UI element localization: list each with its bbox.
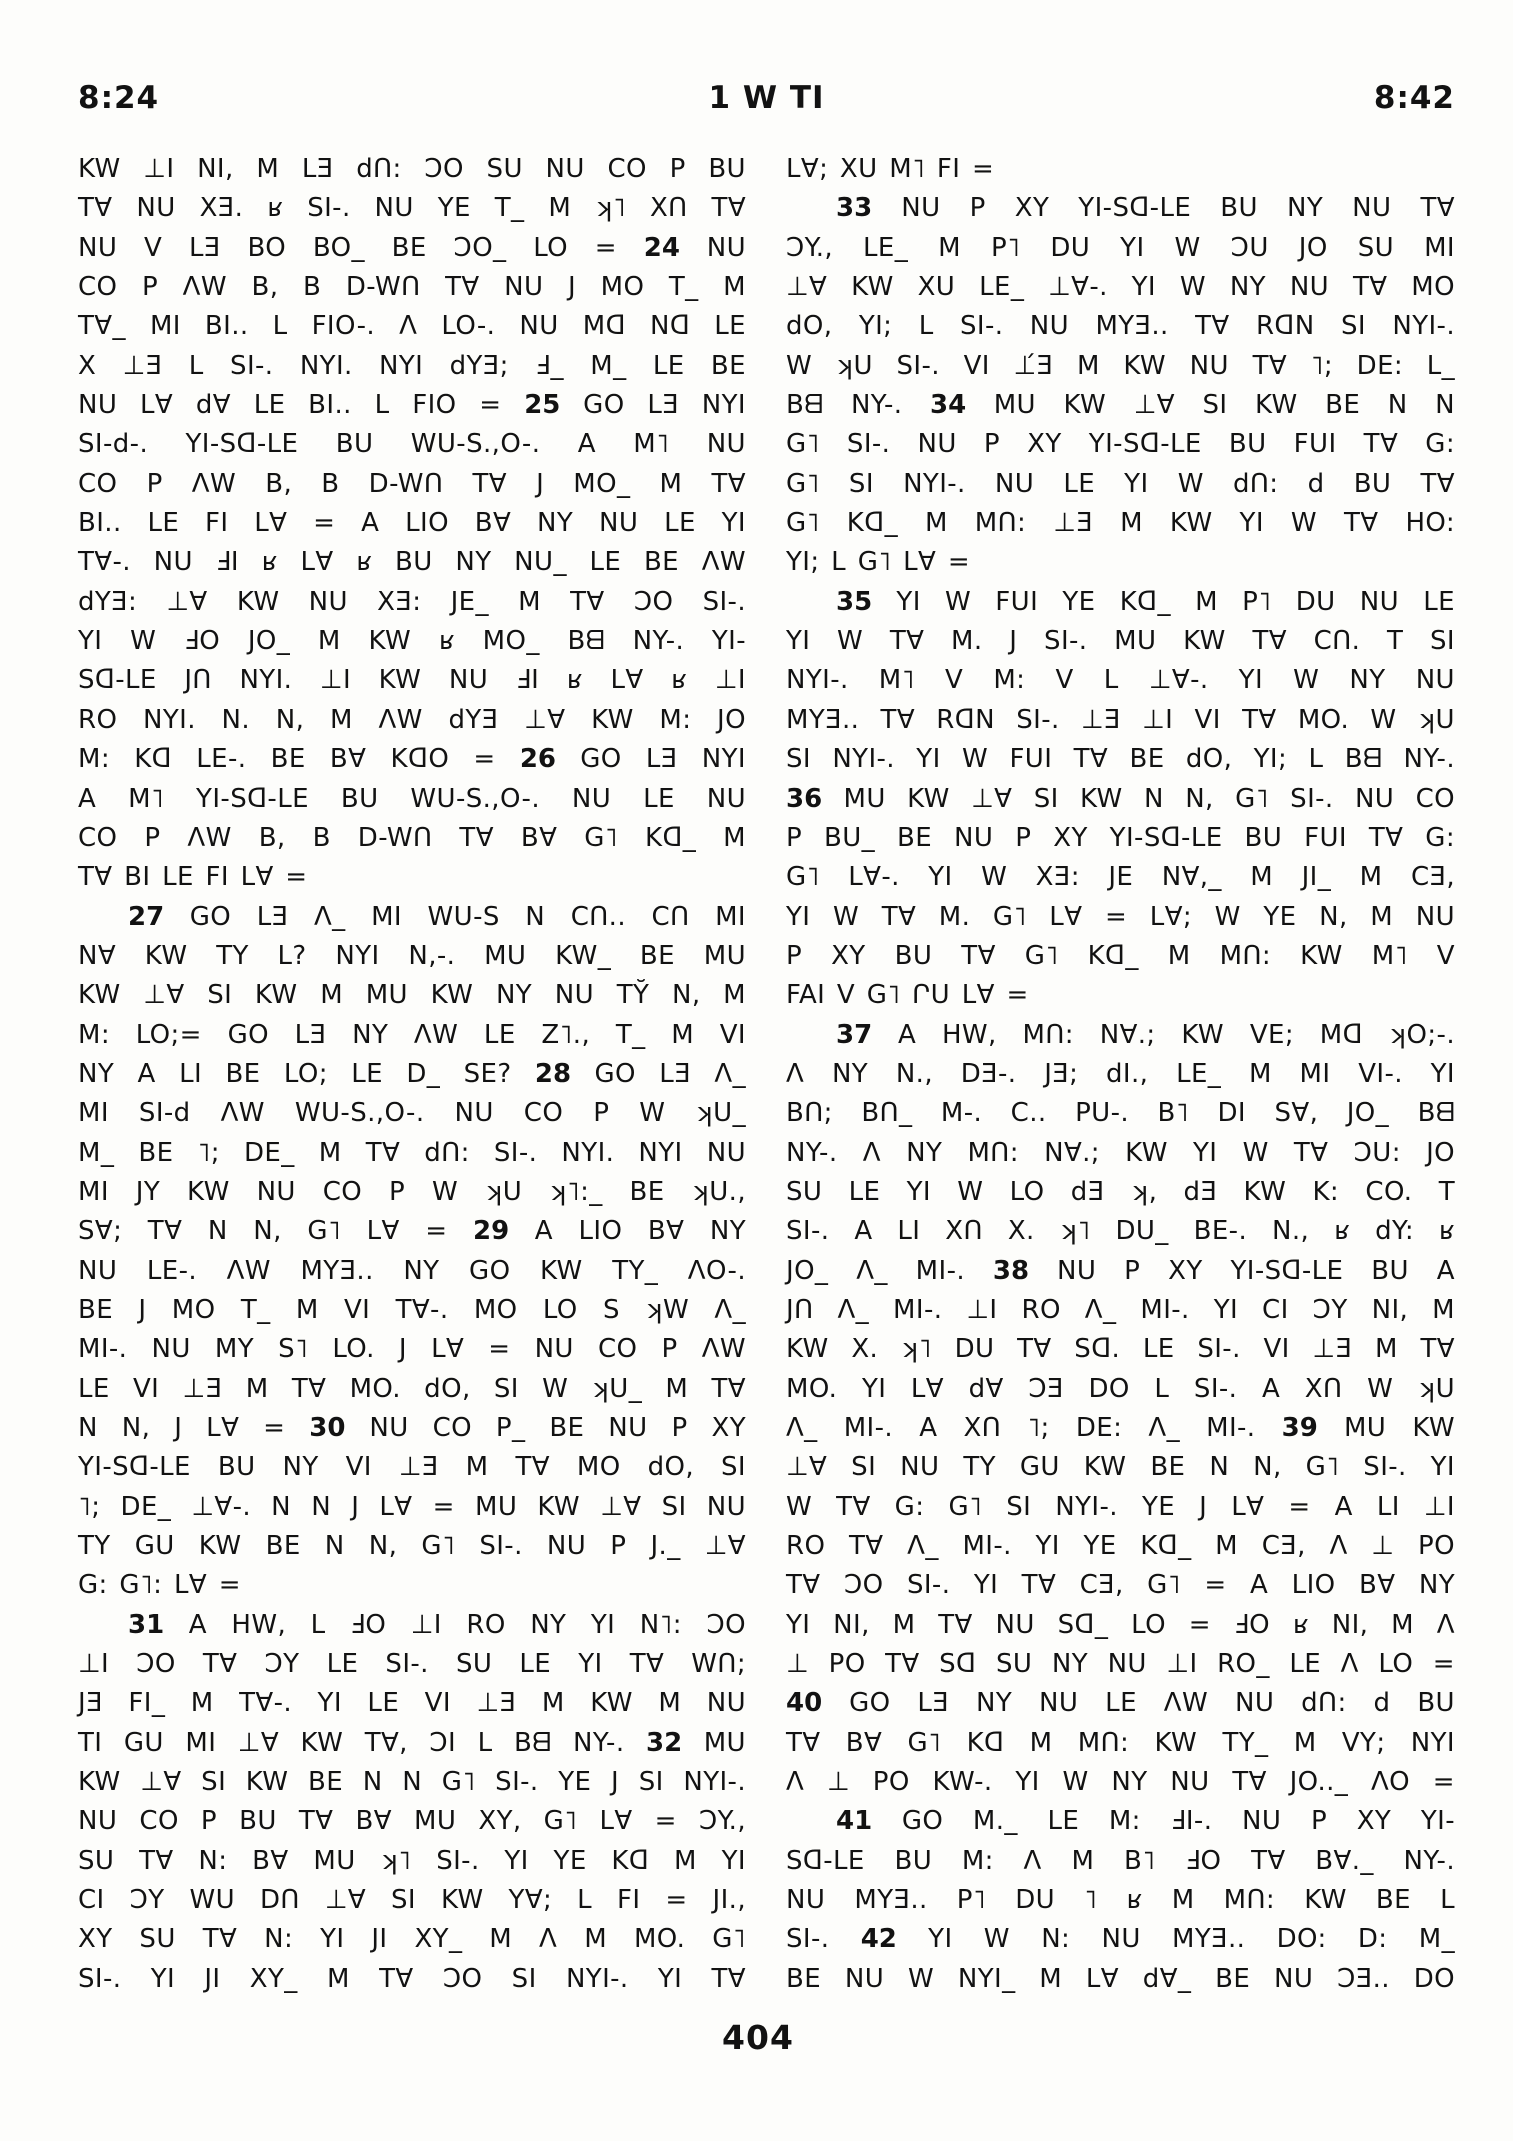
text-line: G: G˥: L∀ = xyxy=(78,1570,241,1601)
text-line: T∀ ƆO SI-. YI T∀ CƎ, G˥ = A LIO B∀ NY xyxy=(786,1570,1455,1601)
text-line: G˥ SI-. NU P XY YI-Sᗡ-LE BU FUI T∀ G: xyxy=(786,429,1455,460)
text-line: 40 GO LƎ NY NU LE ΛW NU dՈ: d BU xyxy=(786,1688,1455,1719)
text-line: Λ ⊥ PO KW-. YI W NY NU T∀ JO.._ ΛO = xyxy=(786,1767,1455,1798)
text-line: W ʞU SI-. VI ⊥́Ǝ M KW NU T∀ ˥; DE: L_ xyxy=(786,350,1455,381)
text-line: W T∀ G: G˥ SI NYI-. YE J L∀ = A LI ⊥I xyxy=(786,1491,1455,1522)
text-line: YI W T∀ M. G˥ L∀ = L∀; W YE N, M NU xyxy=(786,901,1455,932)
verse-number: 30 xyxy=(309,1413,346,1443)
text-line: MI JY KW NU CO P W ʞU ʞ˥:_ BE ʞU., xyxy=(78,1176,746,1207)
text-line: T∀ NU XƎ. ʁ SI-. NU YE T_ M ʞ˥ XՈ T∀ xyxy=(78,193,746,224)
text-line: JƎ FI_ M T∀-. YI LE VI ⊥Ǝ M KW M NU xyxy=(78,1688,746,1719)
text-line: SI-. YI JI XY_ M T∀ ƆO SI NYI-. YI T∀ xyxy=(78,1963,746,1994)
text-line: BI.. LE FI L∀ = A LIO B∀ NY NU LE YI xyxy=(78,508,746,539)
text-line: S∀; T∀ N N, G˥ L∀ = 29 A LIO B∀ NY xyxy=(78,1216,746,1247)
text-line: Sᗡ-LE JՈ NYI. ⊥I KW NU ℲI ʁ L∀ ʁ ⊥I xyxy=(78,665,746,696)
text-line: G˥ Kᗡ_ M MՈ: ⊥Ǝ M KW YI W T∀ HO: xyxy=(786,508,1455,539)
verse-number: 37 xyxy=(836,1019,873,1050)
text-line: CI ƆY WU DՈ ⊥∀ SI KW Y∀; L FI = JI., xyxy=(78,1885,746,1916)
text-line: M: Kᗡ LE-. BE B∀ KᗡO = 26 GO LƎ NYI xyxy=(78,744,746,775)
text-line: P XY BU T∀ G˥ Kᗡ_ M MՈ: KW M˥ V xyxy=(786,940,1455,971)
text-line: NU LE-. ΛW MYƎ.. NY GO KW TY_ ΛO-. xyxy=(78,1255,746,1286)
text-line: TY GU KW BE N N, G˥ SI-. NU P J._ ⊥∀ xyxy=(78,1531,746,1562)
text-line: JO_ Λ_ MI-. 38 NU P XY YI-Sᗡ-LE BU A xyxy=(786,1255,1455,1286)
text-line: LE VI ⊥Ǝ M T∀ MO. dO, SI W ʞU_ M T∀ xyxy=(78,1373,746,1404)
verse-number: 33 xyxy=(836,193,873,224)
text-line: KW X. ʞ˥ DU T∀ Sᗡ. LE SI-. VI ⊥Ǝ M T∀ xyxy=(786,1334,1455,1365)
text-line: N∀ KW TY L? NYI N,-. MU KW_ BE MU xyxy=(78,940,746,971)
text-line: X ⊥Ǝ L SI-. NYI. NYI dYƎ; Ⅎ_ M_ LE BE xyxy=(78,350,746,381)
text-line: NU MYƎ.. P˥ DU ˥ ʁ M MՈ: KW BE L xyxy=(786,1885,1455,1916)
text-line: TI GU MI ⊥∀ KW T∀, ƆI L Bᗺ NY-. 32 MU xyxy=(78,1727,746,1758)
text-line: SI NYI-. YI W FUI T∀ BE dO, YI; L Bᗺ NY-. xyxy=(786,744,1455,775)
text-line: Λ NY N., DƎ-. JƎ; dI., LE_ M MI VI-. YI xyxy=(786,1058,1455,1089)
text-line: L∀; XU M˥ FI = xyxy=(786,154,995,184)
verse-number: 29 xyxy=(473,1216,510,1247)
text-line: SU T∀ N: B∀ MU ʞ˥ SI-. YI YE Kᗡ M YI xyxy=(78,1845,746,1876)
text-line: T∀ BI LE FI L∀ = xyxy=(78,862,308,893)
text-line: JՈ Λ_ MI-. ⊥I RO Λ_ MI-. YI CI ƆY NI, M xyxy=(786,1294,1455,1325)
text-line: CO P ΛW B, B D-WՈ T∀ J MO_ M T∀ xyxy=(78,468,746,499)
text-line: ˥; DE_ ⊥∀-. N N J L∀ = MU KW ⊥∀ SI NU xyxy=(78,1491,746,1522)
text-line: Λ_ MI-. A XՈ ˥; DE: Λ_ MI-. 39 MU KW xyxy=(786,1413,1455,1443)
text-line: dYƎ: ⊥∀ KW NU XƎ: JE_ M T∀ ƆO SI-. xyxy=(78,586,746,617)
text-line: MI SI-d ΛW WU-S.,O-. NU CO P W ʞU_ xyxy=(78,1098,746,1129)
text-line: G˥ L∀-. YI W XƎ: JE N∀,_ M JI_ M CƎ, xyxy=(786,862,1455,893)
text-line: 33 NU P XY YI-Sᗡ-LE BU NY NU T∀ xyxy=(836,193,1455,224)
text-line: M_ BE ˥; DE_ M T∀ dՈ: SI-. NYI. NYI NU xyxy=(78,1137,746,1168)
verse-number: 36 xyxy=(786,783,823,814)
text-line: MYƎ.. T∀ RᗡN SI-. ⊥Ǝ ⊥I VI T∀ MO. W ʞU xyxy=(786,704,1455,735)
text-line: ƆY., LE_ M P˥ DU YI W ƆU JO SU MI xyxy=(786,232,1455,263)
verse-number: 24 xyxy=(643,232,680,263)
text-line: N N, J L∀ = 30 NU CO P_ BE NU P XY xyxy=(78,1413,746,1443)
text-line: ⊥I ƆO T∀ ƆY LE SI-. SU LE YI T∀ WՈ; xyxy=(78,1649,746,1680)
text-line: RO NYI. N. N, M ΛW dYƎ ⊥∀ KW M: JO xyxy=(78,704,746,735)
text-line: KW ⊥I NI, M LƎ dՈ: ƆO SU NU CO P BU xyxy=(78,154,746,184)
text-line: XY SU T∀ N: YI JI XY_ M Λ M MO. G˥ xyxy=(78,1924,746,1955)
text-line: SI-. 42 YI W N: NU MYƎ.. DO: D: M_ xyxy=(786,1924,1455,1955)
text-line: SU LE YI W LO dƎ ʞ, dƎ KW K: CO. T xyxy=(786,1176,1455,1207)
text-line: BE NU W NYI_ M L∀ d∀_ BE NU ƆƎ.. DO xyxy=(786,1963,1455,1994)
text-line: FAI V G˥ ՐU L∀ = xyxy=(786,980,1029,1011)
text-line: CO P ΛW B, B D-WՈ T∀ B∀ G˥ Kᗡ_ M xyxy=(78,822,746,853)
text-line: KW ⊥∀ SI KW M MU KW NY NU TY̆ N, M xyxy=(78,980,746,1011)
text-line: KW ⊥∀ SI KW BE N N G˥ SI-. YE J SI NYI-. xyxy=(78,1767,746,1798)
verse-number: 41 xyxy=(836,1806,873,1837)
text-line: YI-Sᗡ-LE BU NY VI ⊥Ǝ M T∀ MO dO, SI xyxy=(78,1452,746,1483)
verse-number: 42 xyxy=(860,1924,897,1955)
text-line: NYI-. M˥ V M: V L ⊥∀-. YI W NY NU xyxy=(786,665,1455,696)
text-line: ⊥∀ SI NU TY GU KW BE N N, G˥ SI-. YI xyxy=(786,1452,1455,1483)
verse-number: 40 xyxy=(786,1688,823,1719)
text-line: SI-. A LI XՈ X. ʞ˥ DU_ BE-. N., ʁ dY: ʁ xyxy=(786,1216,1455,1247)
text-line: BՈ; BՈ_ M-. C.. PU-. B˥ DI S∀, JO_ Bᗺ xyxy=(786,1098,1455,1129)
text-line: CO P ΛW B, B D-WՈ T∀ NU J MO T_ M xyxy=(78,272,746,303)
text-column-left xyxy=(78,150,746,1999)
text-line: T∀_ MI BI.. L FIO-. Λ LO-. NU Mᗡ Nᗡ LE xyxy=(78,311,746,342)
text-line: 37 A HW, MՈ: N∀.; KW VE; Mᗡ ʞO;-. xyxy=(836,1019,1455,1050)
verse-number: 34 xyxy=(929,390,967,421)
verse-number: 39 xyxy=(1281,1413,1318,1443)
page-number: 404 xyxy=(722,2018,794,2057)
text-line: Sᗡ-LE BU M: Λ M B˥ ℲO T∀ B∀._ NY-. xyxy=(786,1845,1455,1876)
verse-number: 31 xyxy=(128,1609,165,1640)
header-verse-ref-left: 8:24 xyxy=(78,80,160,116)
text-line: NU CO P BU T∀ B∀ MU XY, G˥ L∀ = ƆY., xyxy=(78,1806,746,1837)
text-line: NU V LƎ BO BO_ BE ƆO_ LO = 24 NU xyxy=(78,232,746,263)
text-line: 36 MU KW ⊥∀ SI KW N N, G˥ SI-. NU CO xyxy=(786,783,1455,814)
text-line: 27 GO LƎ Λ_ MI WU-S N CՈ.. CՈ MI xyxy=(128,901,746,932)
text-line: P BU_ BE NU P XY YI-Sᗡ-LE BU FUI T∀ G: xyxy=(786,822,1455,853)
header-verse-ref-right: 8:42 xyxy=(1373,80,1455,116)
verse-number: 38 xyxy=(992,1255,1030,1286)
text-line: T∀ B∀ G˥ Kᗡ M MՈ: KW TY_ M VY; NYI xyxy=(786,1727,1455,1758)
text-line: Bᗺ NY-. 34 MU KW ⊥∀ SI KW BE N N xyxy=(786,390,1455,421)
text-line: A M˥ YI-Sᗡ-LE BU WU-S.,O-. NU LE NU xyxy=(78,783,746,814)
text-line: NY A LI BE LO; LE D_ SE? 28 GO LƎ Λ_ xyxy=(78,1058,746,1089)
text-line: 31 A HW, L ℲO ⊥I RO NY YI N˥: ƆO xyxy=(128,1609,746,1640)
text-line: ⊥ PO T∀ Sᗡ SU NY NU ⊥I RO_ LE Λ LO = xyxy=(786,1649,1455,1680)
text-line: YI; L G˥ L∀ = xyxy=(786,547,971,578)
verse-number: 26 xyxy=(519,744,557,775)
verse-number: 27 xyxy=(128,901,165,932)
text-line: YI W ℲO JO_ M KW ʁ MO_ Bᗺ NY-. YI- xyxy=(78,626,746,657)
header-book-title: 1 W TI xyxy=(708,80,825,116)
verse-number: 35 xyxy=(836,586,873,617)
text-line: 41 GO M._ LE M: ℲI-. NU P XY YI- xyxy=(836,1806,1455,1837)
text-line: NY-. Λ NY MՈ: N∀.; KW YI W T∀ ƆU: JO xyxy=(786,1137,1455,1168)
text-line: MI-. NU MY S˥ LO. J L∀ = NU CO P ΛW xyxy=(78,1334,746,1365)
verse-number: 32 xyxy=(646,1727,683,1758)
text-line: dO, YI; L SI-. NU MYƎ.. T∀ RᗡN SI NYI-. xyxy=(786,311,1455,342)
text-line: YI W T∀ M. J SI-. MU KW T∀ CՈ. T SI xyxy=(786,626,1455,657)
text-line: T∀-. NU ℲI ʁ L∀ ʁ BU NY NU_ LE BE ΛW xyxy=(78,547,746,578)
text-line: G˥ SI NYI-. NU LE YI W dՈ: d BU T∀ xyxy=(786,468,1455,499)
text-line: NU L∀ d∀ LE BI.. L FIO = 25 GO LƎ NYI xyxy=(78,390,746,421)
verse-number: 25 xyxy=(524,390,561,421)
text-line: MO. YI L∀ d∀ ƆƎ DO L SI-. A XՈ W ʞU xyxy=(786,1373,1455,1404)
text-line: M: LO;= GO LƎ NY ΛW LE Z˥., T_ M VI xyxy=(78,1019,746,1050)
text-line: YI NI, M T∀ NU Sᗡ_ LO = ℲO ʁ NI, M Λ xyxy=(786,1609,1455,1640)
text-line: BE J MO T_ M VI T∀-. MO LO S ʞW Λ_ xyxy=(78,1294,746,1325)
text-line: SI-d-. YI-Sᗡ-LE BU WU-S.,O-. A M˥ NU xyxy=(78,429,746,460)
text-column-right xyxy=(786,150,1455,1999)
verse-number: 28 xyxy=(534,1058,572,1089)
text-line: ⊥∀ KW XU LE_ ⊥∀-. YI W NY NU T∀ MO xyxy=(786,272,1455,303)
text-line: RO T∀ Λ_ MI-. YI YE Kᗡ_ M CƎ, Λ ⊥ PO xyxy=(786,1531,1455,1562)
text-line: 35 YI W FUI YE Kᗡ_ M P˥ DU NU LE xyxy=(836,586,1455,617)
running-header xyxy=(78,80,1455,120)
